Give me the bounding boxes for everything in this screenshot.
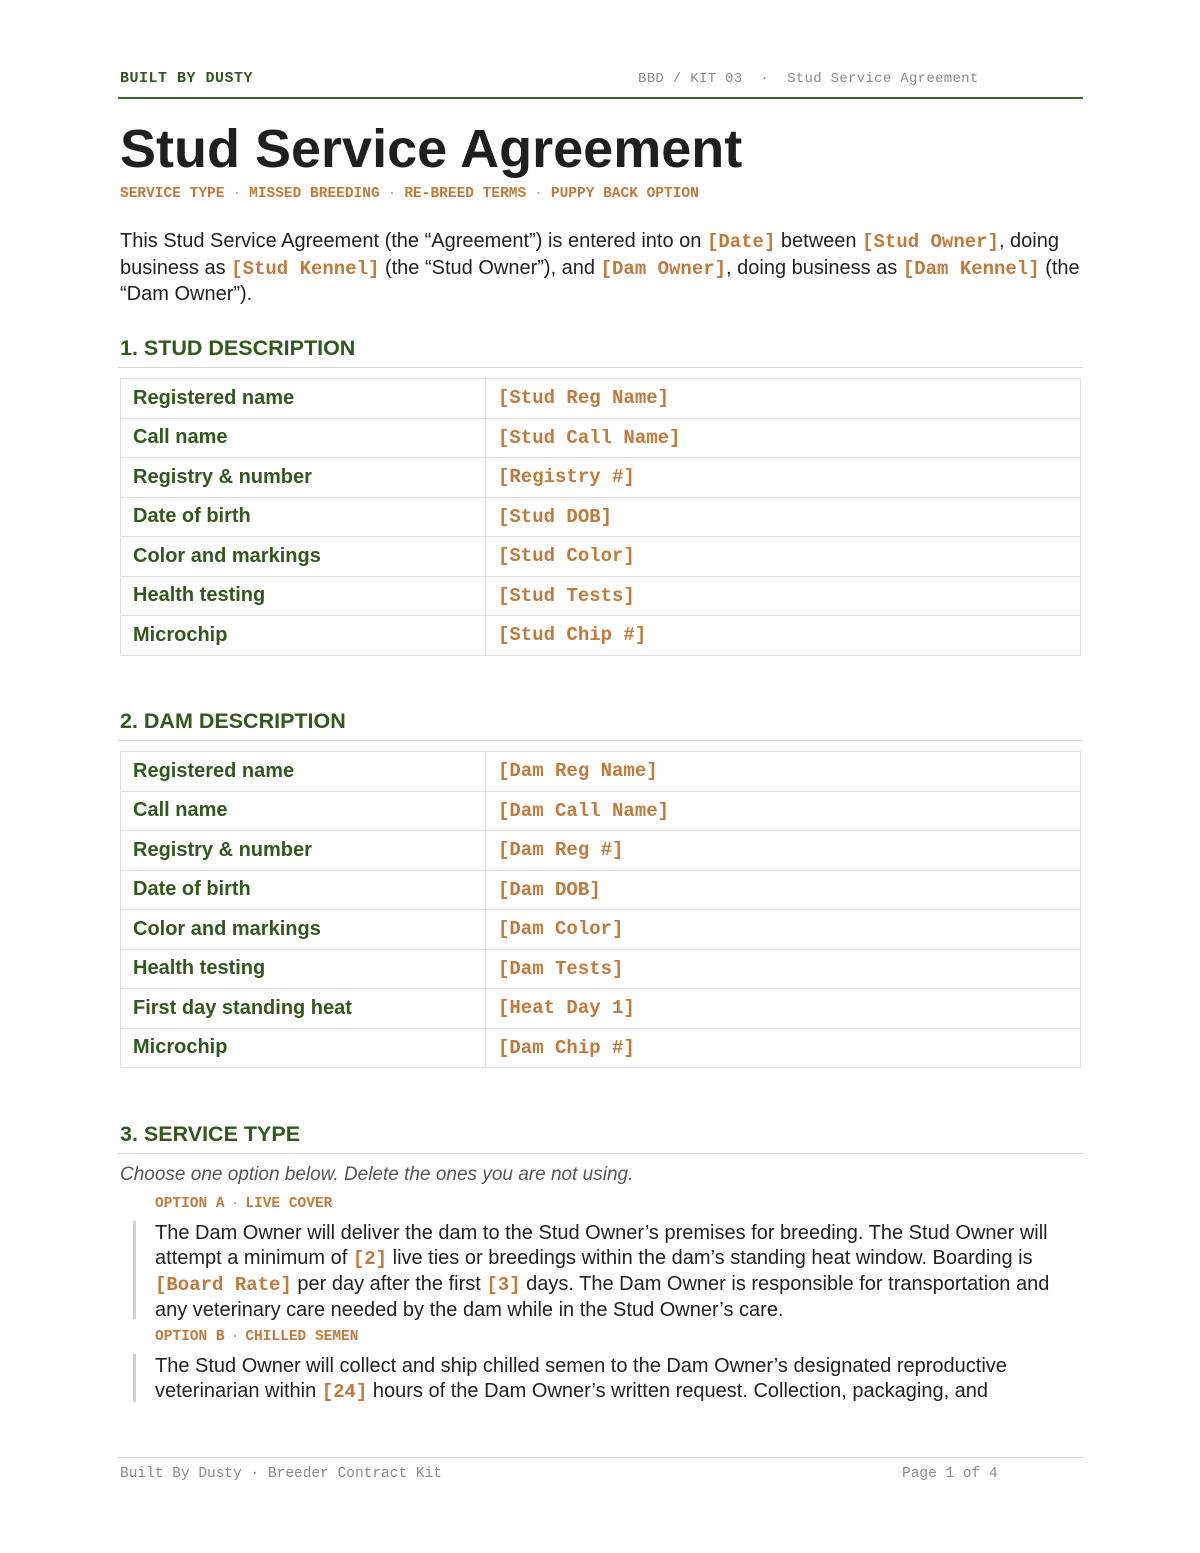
header-separator: · bbox=[760, 71, 770, 87]
intro-text: (the “Dam Owner”). bbox=[120, 256, 1080, 305]
tag-rebreed-terms: RE-BREED TERMS bbox=[404, 186, 527, 202]
option-separator: · bbox=[230, 1329, 240, 1345]
section-title-service: 3. SERVICE TYPE bbox=[120, 1122, 301, 1146]
row-value: [Dam Color] bbox=[486, 910, 1081, 950]
board-rate-placeholder: [Board Rate] bbox=[155, 1274, 292, 1296]
intro-text: This Stud Service Agreement (the “Agreement”) is entered into on bbox=[120, 230, 707, 252]
row-label: First day standing heat bbox=[121, 989, 486, 1029]
row-label: Microchip bbox=[121, 616, 486, 656]
row-label: Date of birth bbox=[121, 870, 486, 910]
row-label: Registered name bbox=[121, 379, 486, 419]
option-a-label bbox=[155, 1196, 332, 1212]
table-row bbox=[121, 831, 1081, 871]
option-text: live ties or breedings within the dam’s standing heat window. Boarding is bbox=[387, 1247, 1033, 1269]
stud-owner-placeholder: [Stud Owner] bbox=[862, 231, 999, 253]
kit-number: BBD / KIT 03 bbox=[638, 71, 743, 87]
row-value: [Stud Color] bbox=[486, 537, 1081, 577]
table-row bbox=[121, 418, 1081, 458]
option-a-quote-bar bbox=[133, 1221, 136, 1319]
row-value: [Stud Call Name] bbox=[486, 418, 1081, 458]
days-placeholder: [3] bbox=[486, 1274, 521, 1296]
option-text: days. The Dam Owner is responsible for transportation and any veterinary care needed by the dam while in the Stud Owner’s care. bbox=[155, 1273, 1050, 1321]
row-label: Registry & number bbox=[121, 458, 486, 498]
row-label: Color and markings bbox=[121, 910, 486, 950]
section-title-stud: 1. STUD DESCRIPTION bbox=[120, 336, 356, 360]
ties-placeholder: [2] bbox=[352, 1248, 388, 1270]
brand-name: BUILT BY DUSTY bbox=[120, 70, 254, 87]
table-row bbox=[121, 379, 1081, 419]
section-divider bbox=[118, 367, 1083, 368]
row-value: [Dam Chip #] bbox=[486, 1028, 1081, 1068]
tag-separator: · bbox=[387, 186, 397, 202]
row-label: Registry & number bbox=[121, 831, 486, 871]
row-value: [Registry #] bbox=[486, 458, 1081, 498]
option-b-quote-bar bbox=[133, 1354, 136, 1402]
option-b-text bbox=[155, 1354, 1080, 1405]
instruction-note: Choose one option below. Delete the ones you are not using. bbox=[120, 1164, 634, 1185]
table-row bbox=[121, 949, 1081, 989]
row-value: [Dam DOB] bbox=[486, 870, 1081, 910]
table-row bbox=[121, 1028, 1081, 1068]
page-number: Page 1 of 4 bbox=[902, 1466, 998, 1482]
option-text: per day after the first bbox=[291, 1273, 487, 1295]
row-value: [Dam Call Name] bbox=[486, 791, 1081, 831]
intro-paragraph bbox=[120, 229, 1080, 308]
row-label: Registered name bbox=[121, 752, 486, 792]
dam-description-table bbox=[120, 751, 1081, 1068]
row-label: Call name bbox=[121, 418, 486, 458]
table-row bbox=[121, 910, 1081, 950]
option-b-prefix: OPTION B bbox=[155, 1329, 225, 1345]
tag-puppy-back-option: PUPPY BACK OPTION bbox=[550, 186, 699, 202]
option-text: The Dam Owner will deliver the dam to the Stud Owner’s premises for breeding. The Stud Owner will attempt a minimum of bbox=[155, 1222, 1048, 1269]
row-label: Health testing bbox=[121, 949, 486, 989]
section-divider bbox=[118, 1153, 1083, 1154]
option-a-name: LIVE COVER bbox=[245, 1196, 333, 1212]
tag-separator: · bbox=[232, 186, 242, 202]
page-header bbox=[118, 66, 1083, 99]
table-row bbox=[121, 989, 1081, 1029]
document-title: Stud Service Agreement bbox=[120, 119, 743, 179]
option-separator: · bbox=[230, 1196, 240, 1212]
row-value: [Dam Reg Name] bbox=[486, 752, 1081, 792]
option-text: hours of the Dam Owner’s written request. Collection, packaging, and bbox=[367, 1380, 989, 1402]
row-label: Date of birth bbox=[121, 497, 486, 537]
header-doc-reference bbox=[638, 71, 979, 87]
tag-missed-breeding: MISSED BREEDING bbox=[249, 186, 380, 202]
hours-placeholder: [24] bbox=[321, 1381, 368, 1403]
row-value: [Stud Chip #] bbox=[486, 616, 1081, 656]
dam-kennel-placeholder: [Dam Kennel] bbox=[902, 257, 1040, 280]
dam-owner-placeholder: [Dam Owner] bbox=[600, 257, 727, 280]
stud-kennel-placeholder: [Stud Kennel] bbox=[231, 257, 380, 280]
header-doc-name: Stud Service Agreement bbox=[787, 71, 979, 87]
stud-description-table bbox=[120, 378, 1081, 656]
tag-separator: · bbox=[534, 186, 543, 202]
row-label: Microchip bbox=[121, 1028, 486, 1068]
intro-text: , doing business as bbox=[120, 230, 1059, 279]
section-divider bbox=[118, 740, 1083, 741]
tag-service-type: SERVICE TYPE bbox=[120, 186, 225, 202]
table-row bbox=[121, 458, 1081, 498]
option-b-label bbox=[155, 1329, 358, 1345]
footer-left-text: Built By Dusty · Breeder Contract Kit bbox=[120, 1466, 442, 1482]
table-row bbox=[121, 497, 1081, 537]
row-value: [Stud Tests] bbox=[486, 576, 1081, 616]
table-row bbox=[121, 870, 1081, 910]
option-a-text bbox=[155, 1221, 1080, 1323]
row-label: Health testing bbox=[121, 576, 486, 616]
footer-divider bbox=[118, 1457, 1083, 1458]
section-title-dam: 2. DAM DESCRIPTION bbox=[120, 709, 346, 733]
row-value: [Dam Tests] bbox=[486, 949, 1081, 989]
table-row bbox=[121, 752, 1081, 792]
intro-text: between bbox=[775, 230, 863, 252]
row-value: [Stud DOB] bbox=[486, 497, 1081, 537]
table-row bbox=[121, 616, 1081, 656]
row-label: Call name bbox=[121, 791, 486, 831]
option-b-name: CHILLED SEMEN bbox=[245, 1329, 359, 1345]
option-text: The Stud Owner will collect and ship chilled semen to the Dam Owner’s designated reproductive veterinarian within bbox=[155, 1355, 1007, 1402]
intro-text: , doing business as bbox=[726, 256, 903, 279]
table-row bbox=[121, 537, 1081, 577]
table-row bbox=[121, 791, 1081, 831]
intro-text: (the “Stud Owner”), and bbox=[379, 256, 601, 279]
topic-tags bbox=[120, 186, 699, 202]
option-a-prefix: OPTION A bbox=[155, 1196, 225, 1212]
row-label: Color and markings bbox=[121, 537, 486, 577]
table-row bbox=[121, 576, 1081, 616]
date-placeholder: [Date] bbox=[706, 231, 776, 253]
row-value: [Stud Reg Name] bbox=[486, 379, 1081, 419]
row-value: [Dam Reg #] bbox=[486, 831, 1081, 871]
row-value: [Heat Day 1] bbox=[486, 989, 1081, 1029]
